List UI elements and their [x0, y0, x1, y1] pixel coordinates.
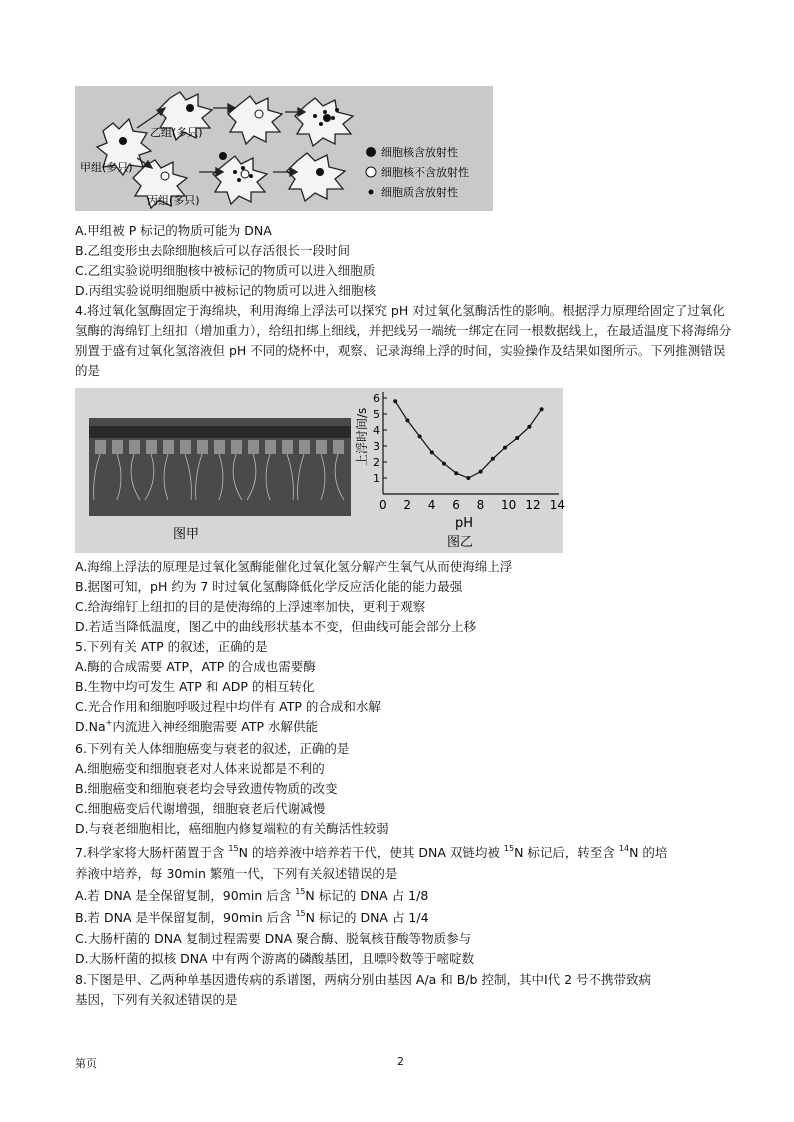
x-tick-label: 6 [452, 498, 460, 512]
q5-stem: 5.下列有关 ATP 的叙述，正确的是 [75, 639, 268, 654]
q7-option-d: D.大肠杆菌的拟核 DNA 中有两个游离的磷酸基团，且嘌呤数等于嘧啶数 [75, 951, 475, 966]
sponge-float-figure [75, 388, 566, 553]
sponge-block [197, 440, 208, 454]
data-point [454, 471, 458, 475]
y-tick-label: 4 [373, 424, 380, 437]
data-point [479, 470, 483, 474]
sponge-block [129, 440, 140, 454]
y-tick-label: 3 [373, 440, 380, 453]
q4-option-d: D.若适当降低温度，图乙中的曲线形状基本不变，但曲线可能会部分上移 [75, 619, 477, 634]
legend-nucleus-not-radioactive: 细胞核不含放射性 [381, 166, 469, 179]
label-fig-jia: 图甲 [173, 527, 200, 542]
sponge-block [248, 440, 259, 454]
q7-option-b: B.若 DNA 是半保留复制，90min 后含 $^{15}$N 标记的 DNA 占 1/4 [75, 909, 429, 925]
q6-stem: 6.下列有关人体细胞癌变与衰老的叙述，正确的是 [75, 741, 350, 756]
legend-nucleus-radioactive: 细胞核含放射性 [381, 146, 458, 159]
x-tick-label: 14 [549, 498, 566, 512]
sponge-block [146, 440, 157, 454]
footer-page-number: 2 [397, 1055, 404, 1068]
data-point [527, 425, 531, 429]
sponge-block [231, 440, 242, 454]
y-tick-label: 5 [373, 408, 380, 421]
y-axis-label: 上浮时间/s [355, 407, 369, 466]
sponge-block [282, 440, 293, 454]
sponge-block [316, 440, 327, 454]
x-tick-label: 10 [501, 498, 517, 512]
data-point [540, 407, 544, 411]
sponge-block [95, 440, 106, 454]
y-tick-label: 6 [373, 392, 380, 405]
label-bing-group: 丙组(多只) [147, 194, 200, 207]
sponge-block [214, 440, 225, 454]
q3-option-d: D.丙组实验说明细胞质中被标记的物质可以进入细胞核 [75, 283, 377, 298]
q5-option-d: D.Na+内流进入神经细胞需要 ATP 水解供能 [75, 718, 319, 734]
legend-cytoplasm-radioactive: 细胞质含放射性 [381, 186, 458, 199]
q5-option-b: B.生物中均可发生 ATP 和 ADP 的相互转化 [75, 679, 315, 694]
q3-option-b: B.乙组变形虫去除细胞核后可以存活很长一段时间 [75, 243, 351, 258]
q6-option-a: A.细胞癌变和细胞衰老对人体来说都是不利的 [75, 761, 325, 776]
data-point [418, 434, 422, 438]
x-tick-label: 4 [427, 498, 436, 512]
data-point [430, 450, 434, 454]
y-tick-label: 1 [373, 472, 380, 485]
q3-option-a: A.甲组被 P 标记的物质可能为 DNA [75, 223, 272, 238]
q7-stem-line2: 养液中培养，每 30min 繁殖一代，下列有关叙述错误的是 [75, 866, 398, 881]
label-jia-group: 甲组(多只) [80, 161, 133, 174]
label-yi-group: 乙组(多只) [150, 126, 203, 139]
data-point [491, 457, 495, 461]
data-point [405, 418, 409, 422]
q4-stem: 4.将过氧化氢酶固定于海绵块，利用海绵上浮法可以探究 pH 对过氧化氢酶活性的影响。根据浮力原理给固定了过氧化氢酶的海绵钉上纽扣（增加重力），给纽扣绑上细线，并把线另一端统一绑定在同一根数据线上，在最适温度下将海绵分别置于盛有过氧化氢溶液但 pH 不同的烧杯中，观察、记录海绵上浮的时间，实验操作及结果如图所示。下列推测错误的是 [75, 303, 732, 378]
q4-option-c: C.给海绵钉上纽扣的目的是使海绵的上浮速率加快，更利于观察 [75, 599, 426, 614]
q5-option-a: A.酶的合成需要 ATP，ATP 的合成也需要酶 [75, 659, 316, 674]
data-point [515, 436, 519, 440]
sponge-block [265, 440, 276, 454]
y-tick-label: 2 [373, 456, 380, 469]
q6-option-c: C.细胞癌变后代谢增强，细胞衰老后代谢减慢 [75, 801, 326, 816]
q7-stem-line1: 7.科学家将大肠杆菌置于含 $^{15}$N 的培养液中培养若干代，使其 DNA 双链均被 $^{15}$N 标记后，转至含 $^{14}$N 的培 [75, 844, 668, 860]
sponge-block [112, 440, 123, 454]
sponge-block [333, 440, 344, 454]
q5-option-c: C.光合作用和细胞呼吸过程中均伴有 ATP 的合成和水解 [75, 699, 381, 714]
label-fig-yi: 图乙 [447, 535, 474, 550]
data-point [393, 399, 397, 403]
data-point [442, 462, 446, 466]
x-tick-label: 8 [476, 498, 485, 512]
x-tick-label: 2 [403, 498, 412, 512]
q6-option-b: B.细胞癌变和细胞衰老均会导致遗传物质的改变 [75, 781, 338, 796]
photo-jia [89, 418, 351, 516]
q7-option-c: C.大肠杆菌的 DNA 复制过程需要 DNA 聚合酶、脱氧核苷酸等物质参与 [75, 931, 472, 946]
data-point [466, 476, 470, 480]
sponge-block [299, 440, 310, 454]
q7-option-a: A.若 DNA 是全保留复制，90min 后含 $^{15}$N 标记的 DNA 占 1/8 [75, 887, 429, 903]
q3-option-c: C.乙组实验说明细胞核中被标记的物质可以进入细胞质 [75, 263, 376, 278]
sponge-block [180, 440, 191, 454]
footer-page-label: 第页 [75, 1057, 97, 1070]
q4-option-b: B.据图可知，pH 约为 7 时过氧化氢酶降低化学反应活化能的能力最强 [75, 579, 463, 594]
x-tick-label: 12 [525, 498, 541, 512]
x-axis-label: pH [455, 516, 474, 531]
q4-option-a: A.海绵上浮法的原理是过氧化氢酶能催化过氧化氢分解产生氧气从而使海绵上浮 [75, 559, 513, 574]
sponge-block [163, 440, 174, 454]
data-point [503, 446, 507, 450]
x-tick-label: 0 [379, 498, 387, 512]
amoeba-experiment-figure [75, 86, 493, 211]
q6-option-d: D.与衰老细胞相比，癌细胞内修复端粒的有关酶活性较弱 [75, 821, 389, 836]
q8-stem-line1: 8.下图是甲、乙两种单基因遗传病的系谱图，两病分别由基因 A/a 和 B/b 控制，其中Ⅰ代 2 号不携带致病 [75, 972, 652, 987]
q8-stem-line2: 基因，下列有关叙述错误的是 [75, 992, 238, 1007]
